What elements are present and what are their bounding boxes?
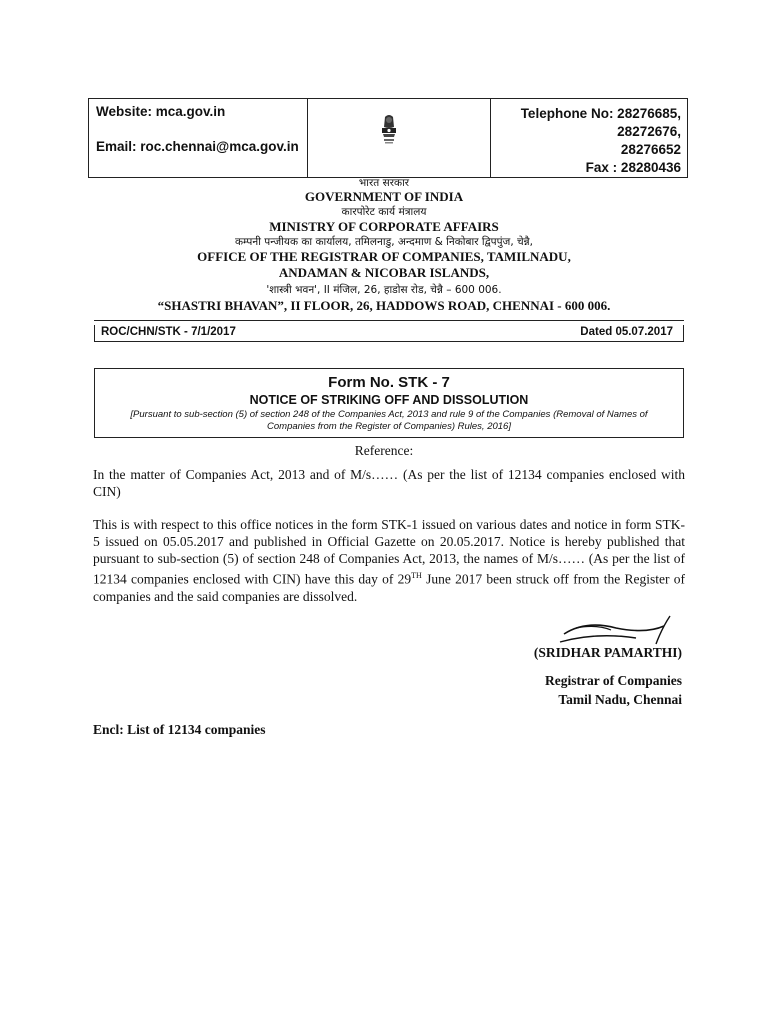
hindi-office-line: कम्पनी पन्जीयक का कार्यालय, तमिलनाडु, अन्दमाण & निकोबार द्विपपुंज, चेन्नै, <box>234 236 533 248</box>
telephone-block <box>521 105 681 177</box>
designation-line-1: Registrar of Companies <box>545 673 682 688</box>
hindi-address-line: 'शास्त्री भवन', II मंजिल, 26, हाडोस रोड, चेन्नै – 600 006. <box>266 284 502 296</box>
form-title-box <box>94 368 684 438</box>
form-note-line-2: Companies from the Register of Companies) Rules, 2016] <box>267 421 511 432</box>
contact-left-cell <box>89 99 308 177</box>
hindi-govt-line: भारत सरकार <box>358 177 410 189</box>
dated-text: Dated 05.07.2017 <box>580 326 673 338</box>
paragraph-2 <box>93 516 685 605</box>
paragraph-1: In the matter of Companies Act, 2013 and of M/s…… (As per the list of 12134 companies enclosed with CIN) <box>93 467 685 499</box>
paragraph-2-main: This is with respect to this office notices in the form STK-1 issued on various dates and notice in form STK-5 issued on 05.05.2017 and published in Official Gazette on 20.05.2017. Notice is hereby published that pursuant to sub-section (5) of section 248 of Companies Act, 2013, the names of M/s…… (As per the list of 12134 companies enclosed with CIN) have this day of 29 <box>93 517 685 587</box>
form-subtitle: NOTICE OF STRIKING OFF AND DISSOLUTION <box>249 393 529 407</box>
email-text: Email: roc.chennai@mca.gov.in <box>96 139 299 154</box>
signatory-designation <box>545 671 682 709</box>
telephone-line-3: 28276652 <box>620 142 681 157</box>
address-line: “SHASTRI BHAVAN”, II FLOOR, 26, HADDOWS ROAD, CHENNAI - 600 006. <box>157 298 611 313</box>
reference-number: ROC/CHN/STK - 7/1/2017 <box>101 326 236 338</box>
contact-right-cell <box>490 99 687 177</box>
reference-bar <box>94 325 684 342</box>
telephone-line-2: 28272676, <box>617 124 681 139</box>
govt-line: GOVERNMENT OF INDIA <box>304 189 464 204</box>
form-note <box>105 409 673 433</box>
ministry-line: MINISTRY OF CORPORATE AFFAIRS <box>269 219 499 234</box>
form-title: Form No. STK - 7 <box>328 374 450 391</box>
national-emblem-icon <box>379 113 399 152</box>
signatory-name: (SRIDHAR PAMARTHI) <box>533 645 682 660</box>
enclosure-note: Encl: List of 12134 companies <box>93 722 266 737</box>
website-text: Website: mca.gov.in <box>96 104 226 119</box>
contact-header-box <box>88 98 688 178</box>
paragraph-2-end: June 2017 been struck off from the Register of companies and the said companies are dissolved. <box>93 571 685 604</box>
paragraph-2-superscript: TH <box>411 571 422 580</box>
office-line-1: OFFICE OF THE REGISTRAR OF COMPANIES, TAMILNADU, <box>197 249 571 264</box>
fax-line: Fax : 28280436 <box>585 160 681 175</box>
office-line-2: ANDAMAN & NICOBAR ISLANDS, <box>278 265 490 280</box>
form-note-line-1: [Pursuant to sub-section (5) of section 248 of the Companies Act, 2013 and rule 9 of the Companies (Removal of Names of <box>130 409 648 420</box>
reference-label: Reference: <box>354 443 414 458</box>
designation-line-2: Tamil Nadu, Chennai <box>558 692 682 707</box>
hindi-ministry-line: कारपोरेट कार्य मंत्रालय <box>341 206 427 218</box>
divider <box>94 320 684 321</box>
telephone-line-1: Telephone No: 28276685, <box>520 106 681 121</box>
